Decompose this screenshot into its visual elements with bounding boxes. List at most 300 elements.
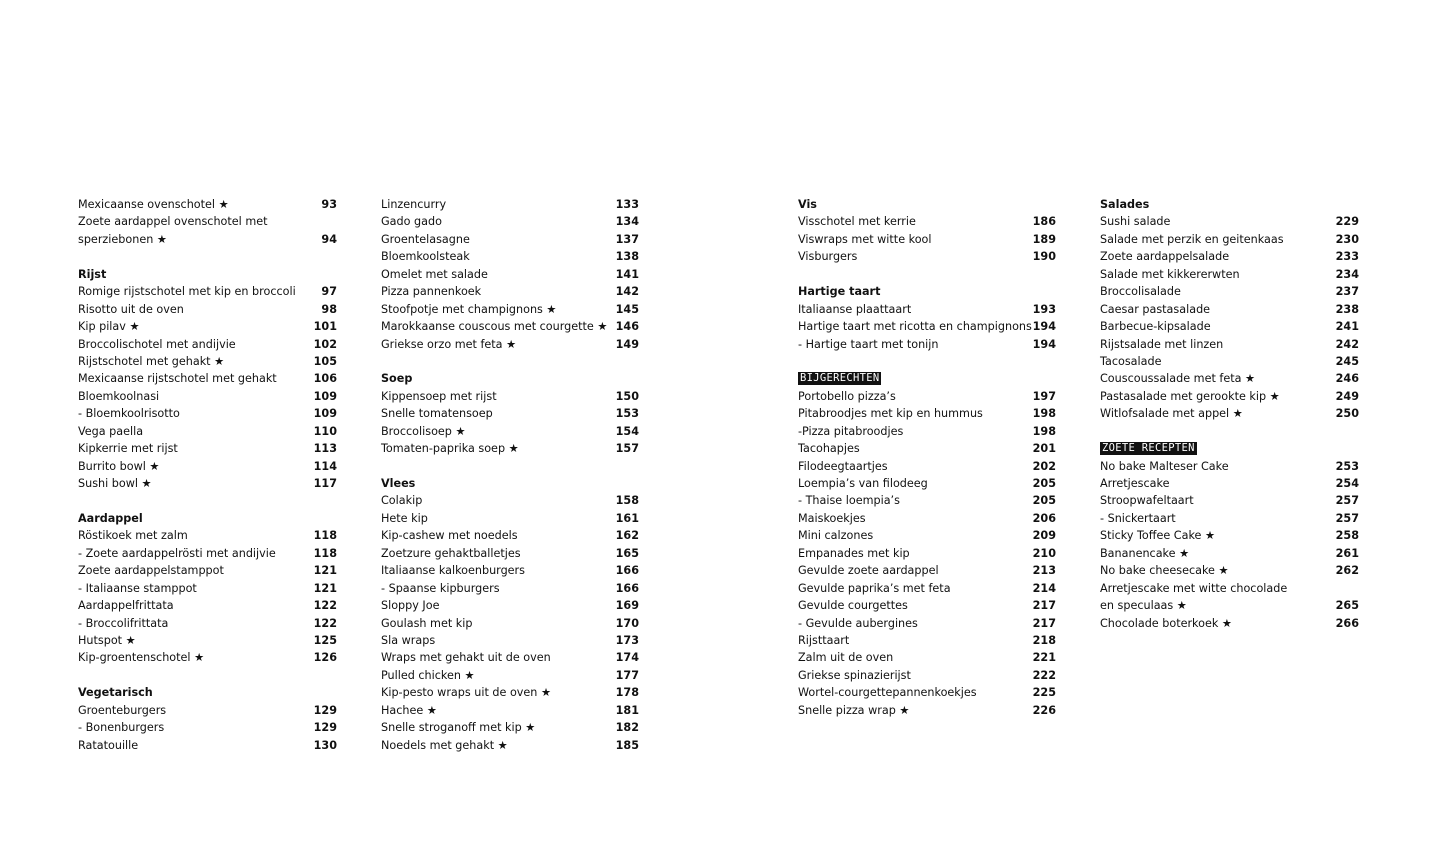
recipe-title: - Gevulde aubergines <box>798 616 918 630</box>
toc-entry <box>798 632 1056 649</box>
page-number: 157 <box>615 442 639 456</box>
page-number: 217 <box>1032 616 1056 630</box>
toc-column-3 <box>798 196 1056 719</box>
recipe-title: Pizza pannenkoek <box>381 285 482 299</box>
page-number: 109 <box>313 389 337 403</box>
toc-entry <box>78 562 337 579</box>
recipe-title: - Thaise loempia’s <box>798 494 900 508</box>
recipe-title: Maiskoekjes <box>798 511 866 525</box>
recipe-title: Hutspot ★ <box>78 633 136 647</box>
section-heading <box>78 510 337 527</box>
toc-entry <box>381 266 639 283</box>
recipe-title: Tacohapjes <box>798 442 860 456</box>
page-number: 182 <box>615 721 639 735</box>
page-number: 205 <box>1032 494 1056 508</box>
toc-entry <box>78 597 337 614</box>
section-label: Rijst <box>78 267 107 281</box>
page-number: 241 <box>1335 320 1359 334</box>
page-number: 194 <box>1032 337 1056 351</box>
toc-entry <box>798 440 1056 457</box>
page-number: 178 <box>615 686 639 700</box>
page-number: 141 <box>615 267 639 281</box>
recipe-title: Sushi salade <box>1100 215 1171 229</box>
page-number: 170 <box>615 616 639 630</box>
recipe-title: - Hartige taart met tonijn <box>798 337 939 351</box>
page-number: 122 <box>313 599 337 613</box>
recipe-title: Broccolisalade <box>1100 285 1181 299</box>
recipe-title: Zoete aardappelstamppot <box>78 564 224 578</box>
page-number: 214 <box>1032 581 1056 595</box>
recipe-title: Italiaanse plaattaart <box>798 302 912 316</box>
recipe-title: Loempia’s van filodeeg <box>798 477 928 490</box>
page-number: 262 <box>1335 564 1359 578</box>
toc-entry <box>78 370 337 387</box>
recipe-title: Salade met perzik en geitenkaas <box>1100 232 1284 246</box>
page-number: 185 <box>615 738 639 752</box>
section-label: Aardappel <box>78 511 143 525</box>
recipe-title: Arretjescake met witte chocolade <box>1100 581 1288 595</box>
page-number: 150 <box>615 389 639 403</box>
page-number: 254 <box>1335 477 1359 490</box>
recipe-title: Arretjescake <box>1100 477 1170 490</box>
page-number: 258 <box>1335 529 1359 543</box>
recipe-title: - Broccolifrittata <box>78 616 169 630</box>
section-heading <box>381 475 639 492</box>
section-heading <box>798 196 1056 213</box>
page-number: 125 <box>313 633 337 647</box>
page-number: 234 <box>1335 267 1359 281</box>
recipe-title: Wraps met gehakt uit de oven <box>381 651 551 665</box>
toc-entry <box>381 283 639 300</box>
section-label: Vlees <box>381 477 416 490</box>
recipe-title: Witlofsalade met appel ★ <box>1100 407 1243 421</box>
section-label: Vegetarisch <box>78 686 153 700</box>
toc-entry <box>381 492 639 509</box>
page-number: 225 <box>1032 686 1056 700</box>
toc-entry <box>78 580 337 597</box>
page-number: 158 <box>615 494 639 508</box>
page-number: 229 <box>1335 215 1359 229</box>
recipe-title: Zoete aardappel ovenschotel met <box>78 215 268 229</box>
toc-entry <box>381 231 639 248</box>
toc-entry <box>381 510 639 527</box>
toc-entry <box>798 545 1056 562</box>
page-number: 246 <box>1335 372 1359 386</box>
recipe-title: Mini calzones <box>798 529 874 543</box>
page-number: 217 <box>1032 599 1056 613</box>
recipe-title: - Bloemkoolrisotto <box>78 407 180 421</box>
page-number: 129 <box>313 703 337 717</box>
toc-entry <box>78 649 337 666</box>
toc-entry <box>78 719 337 736</box>
page-number: 129 <box>313 721 337 735</box>
recipe-title: Italiaanse kalkoenburgers <box>381 564 525 578</box>
recipe-title: - Zoete aardappelrösti met andijvie <box>78 546 276 560</box>
recipe-title: Vega paella <box>78 424 144 438</box>
toc-entry <box>78 615 337 632</box>
recipe-title: Kip-groentenschotel ★ <box>78 651 205 665</box>
toc-entry <box>798 301 1056 318</box>
recipe-title: Rijstschotel met gehakt ★ <box>78 354 225 368</box>
toc-entry <box>798 213 1056 230</box>
recipe-title: Mexicaanse ovenschotel ★ <box>78 198 229 211</box>
toc-entry <box>798 510 1056 527</box>
section-heading <box>381 370 639 387</box>
toc-entry <box>381 213 639 230</box>
toc-entry <box>1100 527 1359 544</box>
toc-entry <box>381 405 639 422</box>
recipe-title: Ratatouille <box>78 738 139 752</box>
page-number: 257 <box>1335 494 1359 508</box>
toc-entry <box>381 318 639 335</box>
page-number: 114 <box>313 459 337 473</box>
section-label: Soep <box>381 372 413 386</box>
toc-entry <box>381 248 639 265</box>
toc-entry <box>798 684 1056 701</box>
recipe-title: Gevulde courgettes <box>798 599 908 613</box>
toc-entry <box>798 248 1056 265</box>
toc-entry <box>1100 405 1359 422</box>
recipe-title: Hachee ★ <box>381 703 437 717</box>
toc-entry <box>1100 301 1359 318</box>
page-number: 137 <box>615 232 639 246</box>
toc-entry <box>78 336 337 353</box>
toc-entry <box>78 545 337 562</box>
toc-entry <box>798 475 1056 492</box>
spacer <box>1100 423 1359 440</box>
page-number: 198 <box>1032 424 1056 438</box>
page-number: 166 <box>615 564 639 578</box>
page-number: 110 <box>313 424 337 438</box>
page-number: 205 <box>1032 477 1056 490</box>
toc-entry <box>798 231 1056 248</box>
page-number: 197 <box>1032 389 1056 403</box>
page-number: 142 <box>615 285 639 299</box>
recipe-title: Bloemkoolsteak <box>381 250 470 264</box>
page-number: 250 <box>1335 407 1359 421</box>
section-title-boxed <box>1100 440 1359 457</box>
spacer <box>798 266 1056 283</box>
toc-entry <box>381 684 639 701</box>
recipe-title: Visburgers <box>798 250 858 264</box>
recipe-title: sperziebonen ★ <box>78 232 167 246</box>
toc-entry <box>381 545 639 562</box>
page-number: 189 <box>1032 232 1056 246</box>
recipe-title: Bloemkoolnasi <box>78 389 160 403</box>
toc-entry <box>798 667 1056 684</box>
recipe-title: Burrito bowl ★ <box>78 459 160 473</box>
recipe-title: Viswraps met witte kool <box>798 232 932 246</box>
recipe-title: Snelle pizza wrap ★ <box>798 703 910 717</box>
recipe-title: Mexicaanse rijstschotel met gehakt <box>78 372 277 386</box>
page-number: 102 <box>313 337 337 351</box>
recipe-title: Caesar pastasalade <box>1100 302 1211 316</box>
recipe-title: Sla wraps <box>381 633 436 647</box>
toc-entry <box>798 615 1056 632</box>
recipe-title: Stroopwafeltaart <box>1100 494 1194 508</box>
toc-entry <box>798 562 1056 579</box>
section-heading <box>798 283 1056 300</box>
toc-entry <box>78 405 337 422</box>
recipe-title: Hartige taart met ricotta en champignons <box>798 320 1032 334</box>
recipe-title: Röstikoek met zalm <box>78 529 188 543</box>
page-number: 265 <box>1335 599 1359 613</box>
toc-entry <box>381 719 639 736</box>
toc-entry <box>798 336 1056 353</box>
toc-entry <box>381 632 639 649</box>
toc-entry <box>381 597 639 614</box>
toc-column-4 <box>1100 196 1359 632</box>
toc-entry <box>78 353 337 370</box>
recipe-title: -Pizza pitabroodjes <box>798 424 904 438</box>
page-number: 177 <box>615 668 639 682</box>
page-number: 93 <box>321 198 337 211</box>
toc-entry <box>798 388 1056 405</box>
toc-entry <box>381 423 639 440</box>
page-number: 149 <box>615 337 639 351</box>
toc-entry <box>78 301 337 318</box>
page-number: 121 <box>313 564 337 578</box>
toc-entry <box>381 580 639 597</box>
toc-entry <box>78 632 337 649</box>
recipe-title: Pitabroodjes met kip en hummus <box>798 407 983 421</box>
recipe-title: Kipkerrie met rijst <box>78 442 178 456</box>
toc-entry <box>381 301 639 318</box>
recipe-title: Zoetzure gehaktballetjes <box>381 546 521 560</box>
page-number: 138 <box>615 250 639 264</box>
recipe-title: Broccolisoep ★ <box>381 424 466 438</box>
recipe-title: Kip-pesto wraps uit de oven ★ <box>381 686 551 700</box>
toc-entry <box>78 213 337 230</box>
recipe-title: Snelle tomatensoep <box>381 407 493 421</box>
recipe-title: No bake cheesecake ★ <box>1100 564 1229 578</box>
recipe-title: Linzencurry <box>381 198 447 211</box>
recipe-title: Gevulde paprika’s met feta <box>798 581 951 595</box>
section-heading <box>1100 196 1359 213</box>
toc-entry <box>1100 266 1359 283</box>
toc-entry <box>78 458 337 475</box>
toc-entry <box>78 440 337 457</box>
recipe-title: Visschotel met kerrie <box>798 215 916 229</box>
recipe-title: Empanades met kip <box>798 546 910 560</box>
page-number: 218 <box>1032 633 1056 647</box>
toc-entry <box>798 318 1056 335</box>
page-number: 146 <box>615 320 639 334</box>
page-number: 173 <box>615 633 639 647</box>
page-number: 253 <box>1335 459 1359 473</box>
toc-entry <box>78 527 337 544</box>
toc-entry <box>798 458 1056 475</box>
recipe-title: Goulash met kip <box>381 616 473 630</box>
page-number: 121 <box>313 581 337 595</box>
toc-entry <box>1100 492 1359 509</box>
page-number: 153 <box>615 407 639 421</box>
recipe-title: en speculaas ★ <box>1100 599 1187 613</box>
recipe-title: Marokkaanse couscous met courgette ★ <box>381 320 608 334</box>
recipe-title: Colakip <box>381 494 423 508</box>
recipe-title: Noedels met gehakt ★ <box>381 738 508 752</box>
page-number: 193 <box>1032 302 1056 316</box>
page-number: 105 <box>313 354 337 368</box>
toc-entry <box>78 231 337 248</box>
page-number: 190 <box>1032 250 1056 264</box>
toc-entry <box>78 283 337 300</box>
page-number: 162 <box>615 529 639 543</box>
spacer <box>798 353 1056 370</box>
recipe-title: Gado gado <box>381 215 442 229</box>
page-number: 101 <box>313 320 337 334</box>
toc-entry <box>1100 336 1359 353</box>
page-number: 106 <box>313 372 337 386</box>
toc-entry <box>1100 510 1359 527</box>
recipe-title: Salade met kikkererwten <box>1100 267 1240 281</box>
page-number: 118 <box>313 546 337 560</box>
recipe-title: Wortel-courgettepannenkoekjes <box>798 686 977 700</box>
recipe-title: Broccolischotel met andijvie <box>78 337 236 351</box>
recipe-title: Bananencake ★ <box>1100 546 1190 560</box>
recipe-title: Barbecue-kipsalade <box>1100 320 1211 334</box>
toc-entry <box>1100 248 1359 265</box>
toc-entry <box>78 318 337 335</box>
recipe-title: Kip-cashew met noedels <box>381 529 518 543</box>
page-number: 94 <box>321 232 337 246</box>
spacer <box>78 492 337 509</box>
recipe-title: Pulled chicken ★ <box>381 668 475 682</box>
recipe-title: - Italiaanse stamppot <box>78 581 197 595</box>
page-number: 98 <box>321 302 337 316</box>
page-number: 154 <box>615 424 639 438</box>
toc-entry <box>1100 562 1359 579</box>
toc-entry <box>1100 475 1359 492</box>
recipe-title: Groenteburgers <box>78 703 167 717</box>
page-number: 233 <box>1335 250 1359 264</box>
page-number: 209 <box>1032 529 1056 543</box>
toc-entry <box>78 388 337 405</box>
page-number: 237 <box>1335 285 1359 299</box>
spacer <box>78 248 337 265</box>
toc-entry <box>1100 283 1359 300</box>
toc-entry <box>78 423 337 440</box>
toc-entry <box>798 423 1056 440</box>
recipe-title: Kippensoep met rijst <box>381 389 497 403</box>
toc-entry <box>1100 388 1359 405</box>
toc-entry <box>1100 213 1359 230</box>
page-number: 245 <box>1335 354 1359 368</box>
page-number: 198 <box>1032 407 1056 421</box>
page-number: 261 <box>1335 546 1359 560</box>
section-label: Hartige taart <box>798 285 881 299</box>
section-heading <box>78 684 337 701</box>
page-number: 145 <box>615 302 639 316</box>
toc-entry <box>1100 615 1359 632</box>
recipe-title: Couscoussalade met feta ★ <box>1100 372 1256 386</box>
recipe-title: Stoofpotje met champignons ★ <box>381 302 557 316</box>
toc-entry <box>798 405 1056 422</box>
recipe-title: Gevulde zoete aardappel <box>798 564 939 578</box>
toc-entry <box>798 527 1056 544</box>
recipe-title: Tomaten-paprika soep ★ <box>381 442 519 456</box>
page-number: 166 <box>615 581 639 595</box>
recipe-title: Aardappelfrittata <box>78 599 174 613</box>
page-number: 130 <box>313 738 337 752</box>
toc-entry <box>381 649 639 666</box>
toc-entry <box>78 475 337 492</box>
toc-entry <box>1100 318 1359 335</box>
toc-entry <box>381 527 639 544</box>
recipe-title: Zalm uit de oven <box>798 651 894 665</box>
section-label: BIJGERECHTEN <box>800 372 880 385</box>
page-number: 201 <box>1032 442 1056 456</box>
toc-entry <box>1100 231 1359 248</box>
recipe-title: Groentelasagne <box>381 232 470 246</box>
toc-entry <box>381 737 639 754</box>
page-number: 213 <box>1032 564 1056 578</box>
toc-entry <box>1100 370 1359 387</box>
toc-column-2 <box>381 196 639 754</box>
spacer <box>78 667 337 684</box>
toc-entry <box>381 388 639 405</box>
toc-entry <box>1100 353 1359 370</box>
recipe-title: Filodeegtaartjes <box>798 459 888 473</box>
recipe-title: Griekse spinazierijst <box>798 668 911 682</box>
recipe-title: Omelet met salade <box>381 267 488 281</box>
toc-entry <box>381 667 639 684</box>
page-number: 226 <box>1032 703 1056 717</box>
page-number: 165 <box>615 546 639 560</box>
toc-entry <box>381 615 639 632</box>
toc-entry <box>381 440 639 457</box>
recipe-title: - Spaanse kipburgers <box>381 581 500 595</box>
toc-entry <box>381 336 639 353</box>
recipe-title: Tacosalade <box>1100 354 1162 368</box>
page-number: 242 <box>1335 337 1359 351</box>
page-number: 133 <box>615 198 639 211</box>
page-number: 222 <box>1032 668 1056 682</box>
recipe-title: - Bonenburgers <box>78 721 165 735</box>
section-label: Vis <box>798 198 817 211</box>
toc-entry <box>798 492 1056 509</box>
spacer <box>381 353 639 370</box>
page-number: 238 <box>1335 302 1359 316</box>
recipe-title: Sticky Toffee Cake ★ <box>1100 529 1216 543</box>
page-number: 221 <box>1032 651 1056 665</box>
page-number: 210 <box>1032 546 1056 560</box>
toc-entry <box>381 702 639 719</box>
page-number: 194 <box>1032 320 1056 334</box>
toc-entry <box>78 737 337 754</box>
toc-entry <box>798 580 1056 597</box>
page-number: 161 <box>615 511 639 525</box>
section-heading <box>78 266 337 283</box>
toc-entry <box>1100 458 1359 475</box>
recipe-title: No bake Malteser Cake <box>1100 459 1229 473</box>
recipe-title: Risotto uit de oven <box>78 302 184 316</box>
recipe-title: Kip pilav ★ <box>78 320 140 334</box>
spacer <box>381 458 639 475</box>
toc-entry <box>798 702 1056 719</box>
page-number: 230 <box>1335 232 1359 246</box>
recipe-title: Rijsttaart <box>798 633 850 647</box>
toc-entry <box>381 562 639 579</box>
toc-entry <box>78 196 337 213</box>
page-number: 97 <box>321 285 337 299</box>
toc-entry <box>798 649 1056 666</box>
recipe-title: Portobello pizza’s <box>798 389 896 403</box>
recipe-title: Sloppy Joe <box>381 599 440 613</box>
recipe-title: Sushi bowl ★ <box>78 477 152 490</box>
section-label: Salades <box>1100 198 1150 211</box>
page-number: 109 <box>313 407 337 421</box>
